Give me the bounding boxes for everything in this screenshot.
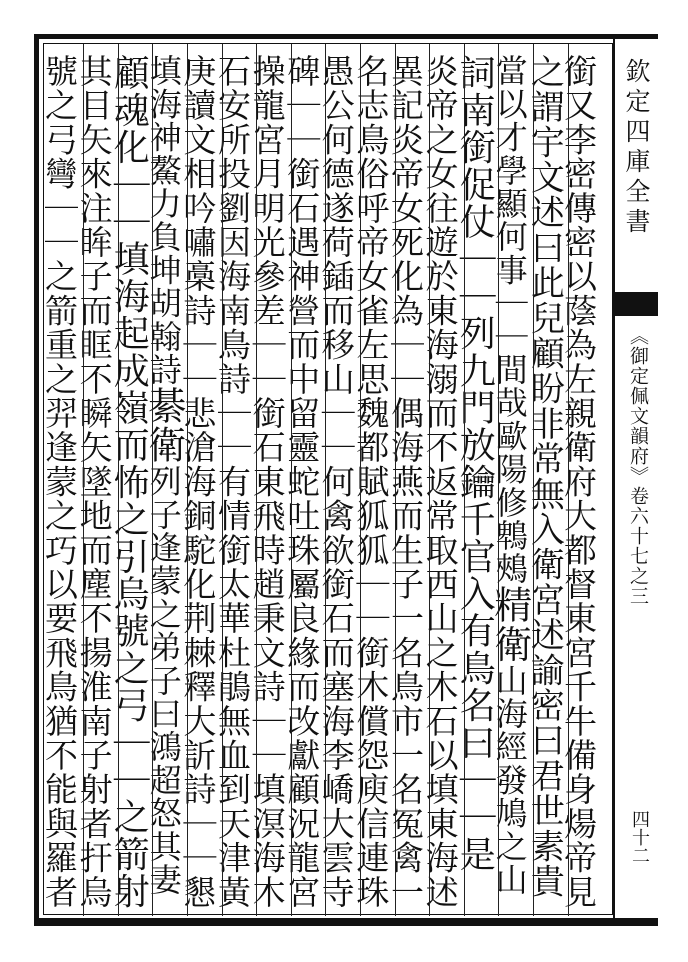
column-text: 愚公何德遂荷鍤而移山｜｜何禽欲銜石而塞海李嶠大雲寺	[316, 54, 356, 909]
column-text: 之謂宇文述曰此兒顧盼非常無入衛宮述諭密曰君世素貴	[524, 54, 565, 899]
column-rule	[118, 44, 119, 916]
column-text: 碑｜｜銜石遇神營而中留靈蛇吐珠屬良緣而改獻顧況龍宮	[282, 54, 322, 909]
text-column	[141, 54, 187, 914]
column-text: 炎帝之女往遊於東海溺而不返常取西山之木石以填東海述	[420, 54, 460, 909]
volume-label: 《御定佩文韻府》卷六十七之三	[627, 326, 649, 606]
text-column	[420, 54, 464, 914]
entry-heading: 綦衛	[141, 386, 186, 465]
column-text-continued: 山海經發鳩之山	[490, 663, 529, 897]
text-column	[213, 54, 256, 914]
text-column	[487, 54, 533, 914]
column-rule	[256, 44, 257, 916]
column-rule	[395, 44, 396, 916]
column-text: 其目矢來注眸子而眶不瞬矢墜地而塵不揚淮南子射者扞烏	[74, 54, 114, 909]
column-text: 操龍宮月明光參差｜｜銜石東飛時趙秉文詩｜｜填溟海木	[247, 54, 287, 909]
text-column	[74, 54, 118, 914]
column-text: 銜又李密傳密以蔭為左親衛府大都督東宮千牛備身煬帝見	[559, 54, 598, 909]
column-text-continued: 有鳥名曰｜｜是	[454, 612, 496, 873]
column-rule	[498, 44, 499, 916]
column-text: 石安所投劉因海南鳥詩｜｜有情銜太華杜鵑無血到天津黃	[213, 54, 252, 909]
text-column	[559, 54, 602, 914]
column-text: 詞南銜促仗｜｜列九門放鑰千官入	[454, 54, 496, 612]
column-rule	[83, 44, 84, 916]
text-column	[40, 54, 83, 914]
column-text-continued: 列子逢蒙之弟子曰鴻超怒其妻	[144, 464, 183, 897]
column-text: 當以才學顯何事｜｜間哉歐陽修鵯鵊	[490, 54, 529, 586]
column-rule	[464, 44, 465, 916]
folio-number: 四十二	[629, 810, 650, 864]
column-text: 號之弓彎｜｜之箭重之羿逢蒙之巧以要飛鳥猶不能與羅者	[40, 54, 79, 909]
text-column	[247, 54, 291, 914]
text-column	[386, 54, 429, 914]
column-text: 填海神鰲力負坤胡翰詩	[144, 54, 183, 386]
bottom-border	[34, 918, 658, 926]
column-text: 異記炎帝女死化為｜｜偶海燕而生子一名鳥市一名冤禽一	[386, 54, 425, 909]
fish-tail-line	[614, 314, 658, 322]
column-rule	[291, 44, 292, 916]
column-rule	[360, 44, 361, 916]
column-rule	[568, 44, 569, 916]
text-column	[316, 54, 360, 914]
column-rule	[533, 44, 534, 916]
column-rule	[325, 44, 326, 916]
column-text: 庚讀文相吟嘯槀詩｜｜悲滄海銅駝化荆棘釋大訢詩｜｜懇	[178, 54, 218, 909]
text-column	[282, 54, 325, 914]
column-text: 顧魂化｜｜填海起成嶺	[108, 54, 150, 426]
book-title: 欽定四庫全書	[622, 58, 651, 238]
text-column	[178, 54, 221, 914]
text-column	[524, 54, 567, 914]
entry-heading: 精衛	[487, 585, 532, 664]
fish-tail-mark	[614, 292, 658, 314]
column-rule	[222, 44, 223, 916]
text-column	[351, 54, 394, 914]
text-column	[108, 54, 152, 914]
column-text: 名志鳥俗呼帝女雀左思魏都賦狐狐｜｜銜木償怨庾信連珠	[351, 54, 391, 909]
column-rule	[429, 44, 430, 916]
text-column	[454, 54, 498, 914]
column-rule	[187, 44, 188, 916]
column-text-continued: 而怖之引烏號之弓｜｜之箭射	[108, 426, 150, 910]
column-rule	[152, 44, 153, 916]
